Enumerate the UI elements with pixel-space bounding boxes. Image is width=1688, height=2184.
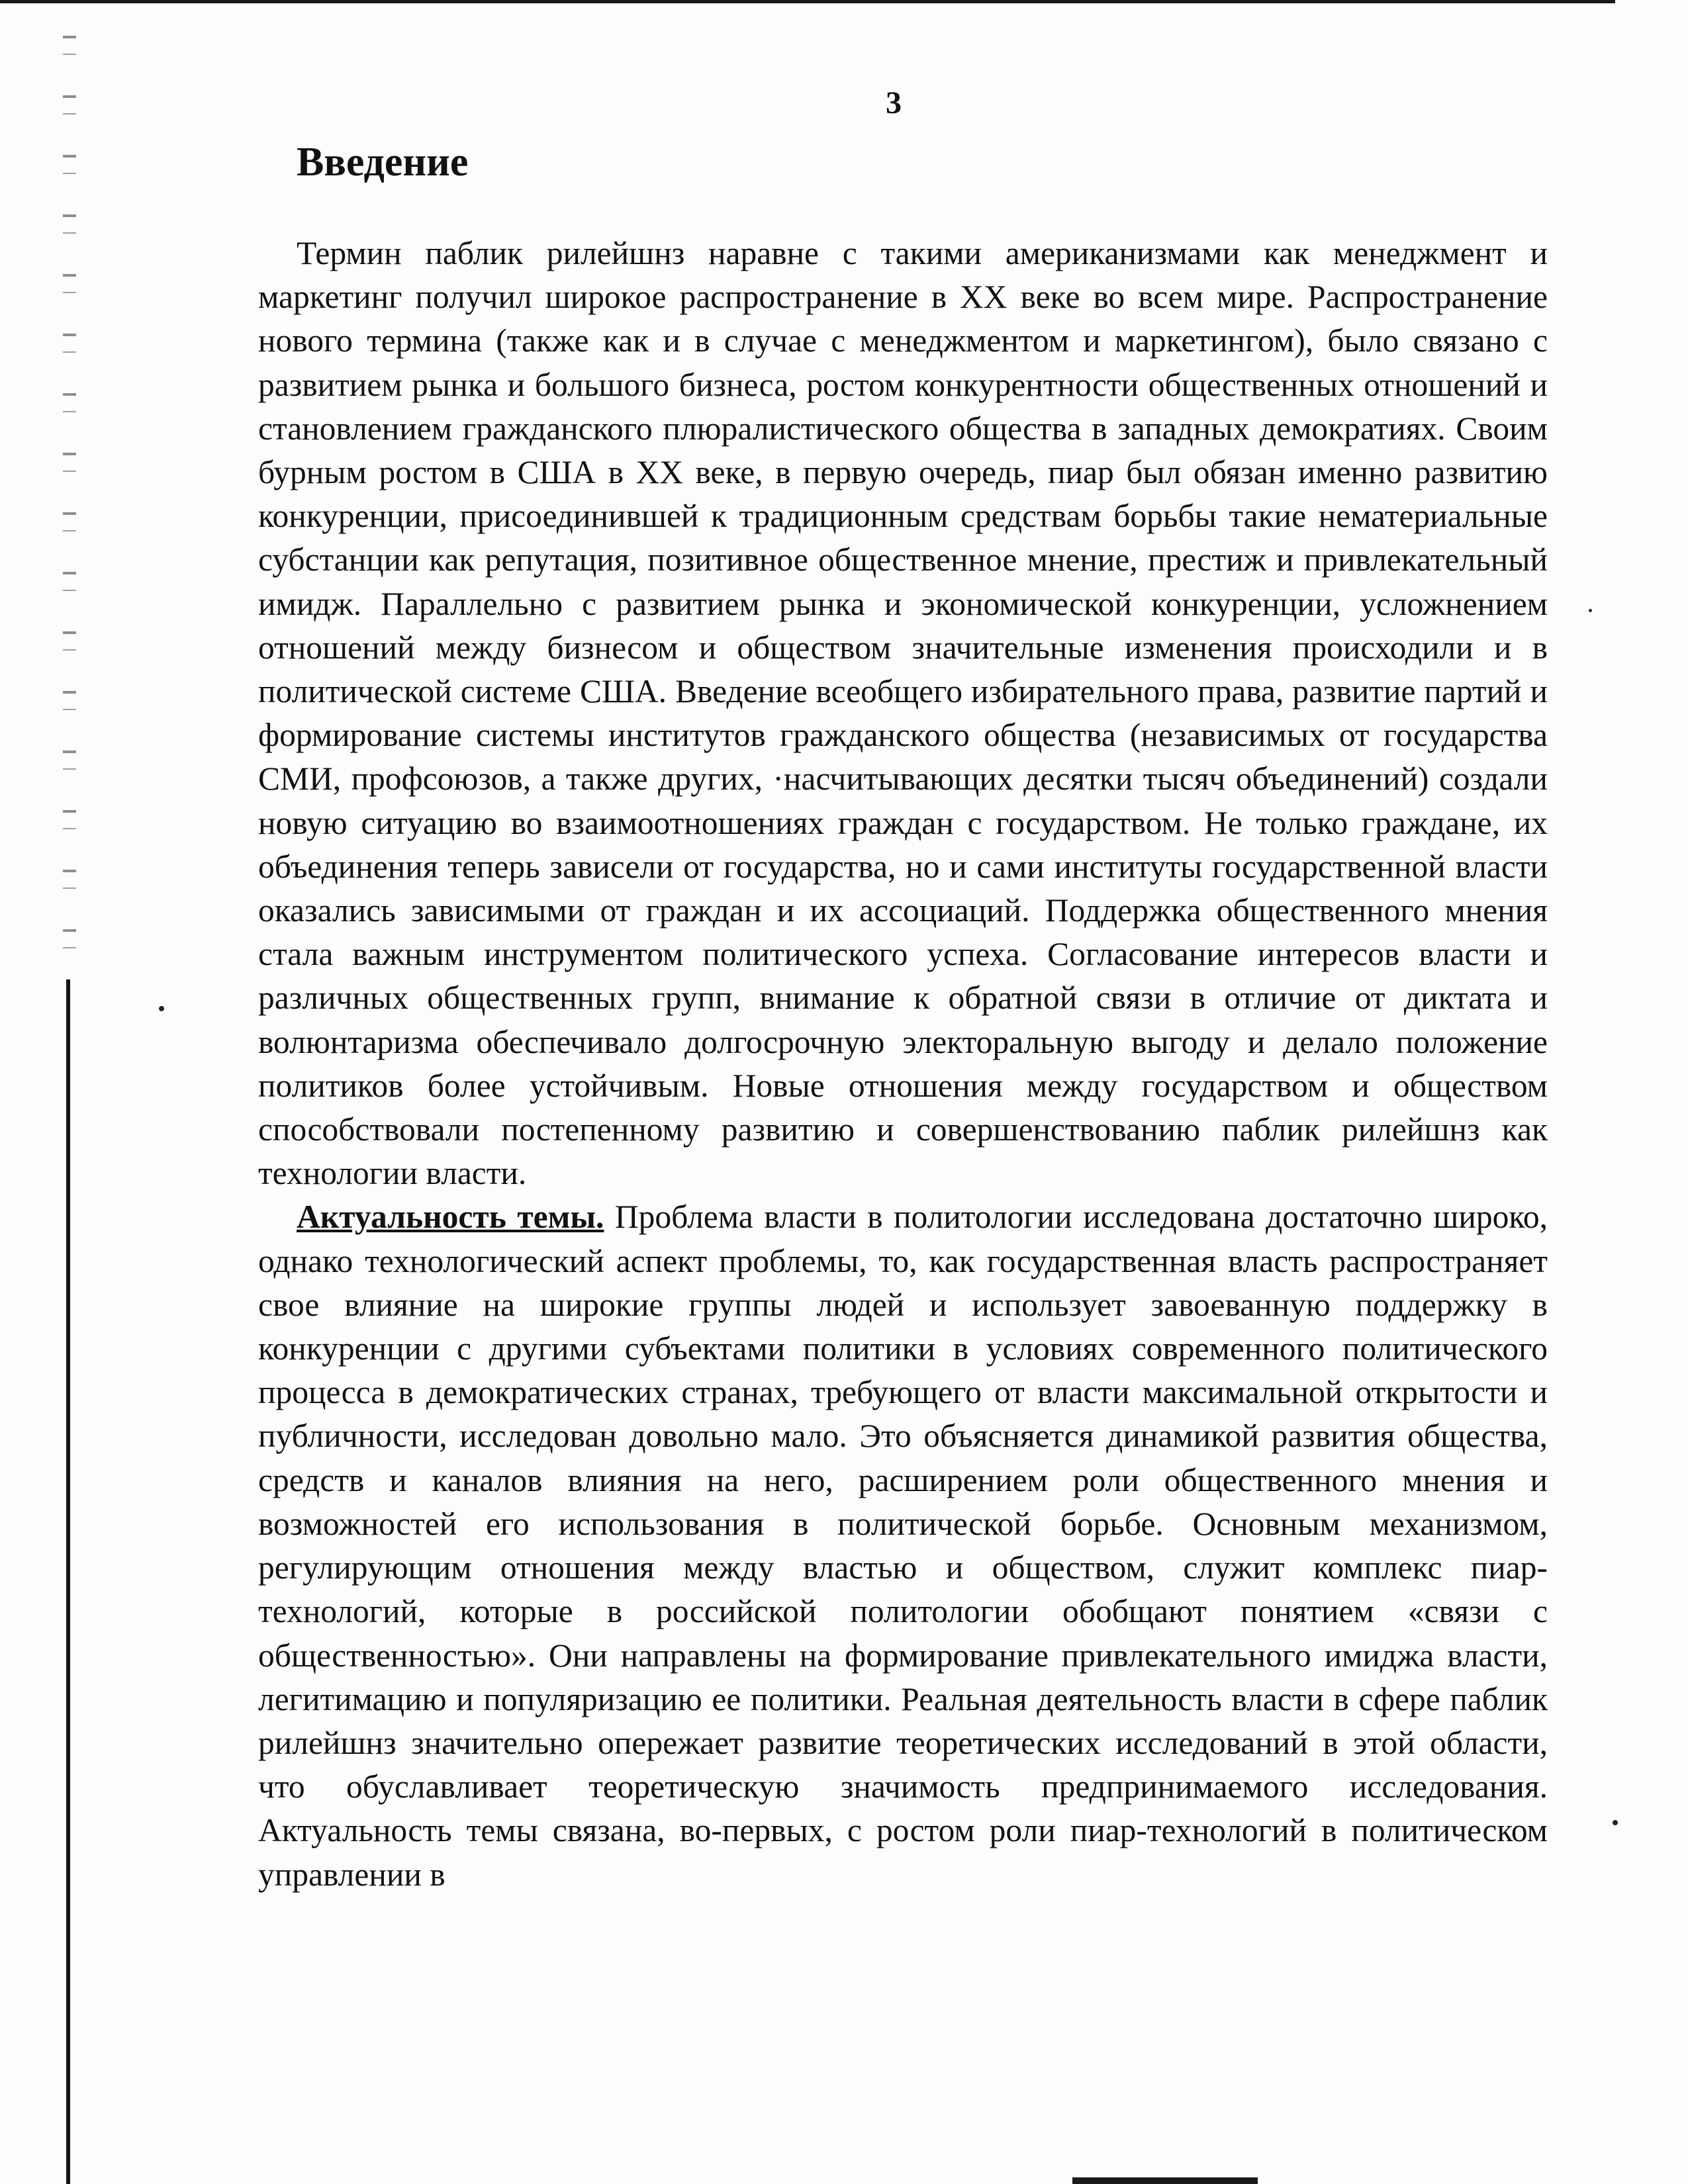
body-text [258,232,1548,1897]
scan-artifact-dot [1613,1820,1618,1825]
scan-artifact-left-speckle [63,13,76,979]
paragraph-intro: Термин паблик рилейшнз наравне с такими американизмами как менеджмент и маркетинг получил широкое распространение в XX веке во всем мире. Распространение нового термина (также как и в случае с менеджментом и маркетингом), было связано с развитием рынка и большого бизнеса, ростом конкурентности общественных отношений и становлением гражданского плюралистического общества в западных демократиях. Своим бурным ростом в США в XX веке, в первую очередь, пиар был обязан именно развитию конкуренции, присоединившей к традиционным средствам борьбы такие нематериальные субстанции как репутация, позитивное общественное мнение, престиж и привлекательный имидж. Параллельно с развитием рынка и экономической конкуренции, усложнением отношений между бизнесом и обществом значительные изменения происходили и в политической системе США. Введение всеобщего избирательного права, развитие партий и формирование системы институтов гражданского общества (независимых от государства СМИ, профсоюзов, а также других, ·насчитывающих десятки тысяч объединений) создали новую ситуацию во взаимоотношениях граждан с государством. Не только граждане, их объединения теперь зависели от государства, но и сами институты государственной власти оказались зависимыми от граждан и их ассоциаций. Поддержка общественного мнения стала важным инструментом политического успеха. Согласование интересов власти и различных общественных групп, внимание к обратной связи в отличие от диктата и волюнтаризма обеспечивало долгосрочную электоральную выгоду и делало положение политиков более устойчивым. Новые отношения между государством и обществом способствовали постепенному развитию и совершенствованию паблик рилейшнз как технологии власти. [258,235,1548,1192]
scan-artifact-left-edge [66,979,70,2184]
relevance-label: Актуальность темы. [297,1199,604,1236]
relevance-text: Проблема власти в политологии исследована достаточно широко, однако технологический аспект проблемы, то, как государственная власть распространяет свое влияние на широкие группы людей и использует завоеванную поддержку в конкуренции с другими субъектами политики в условиях современного политического процесса в демократических странах, требующего от власти максимальной открытости и публичности, исследован довольно мало. Это объясняется динамикой развития общества, средств и каналов влияния на него, расширением роли общественного мнения и возможностей его использования в политической борьбе. Основным механизмом, регулирующим отношения между властью и обществом, служит комплекс пиар-технологий, которые в российской политологии обобщают понятием «связи с общественностью». Они направлены на формирование привлекательного имиджа власти, легитимацию и популяризацию ее политики. Реальная деятельность власти в сфере паблик рилейшнз значительно опережает развитие теоретических исследований в этой области, что обуславливает теоретическую значимость предпринимаемого исследования. Актуальность темы связана, во-первых, с ростом роли пиар-технологий в политическом управлении в [258,1199,1548,1893]
scan-artifact-bottom-edge [1072,2177,1258,2184]
scan-artifact-top-edge [0,0,1615,3]
scan-artifact-dot [1589,609,1592,612]
scan-artifact-dot [159,1006,164,1011]
section-heading: Введение [297,140,469,185]
paragraph-relevance [258,1195,1548,1896]
page-number: 3 [886,85,902,120]
